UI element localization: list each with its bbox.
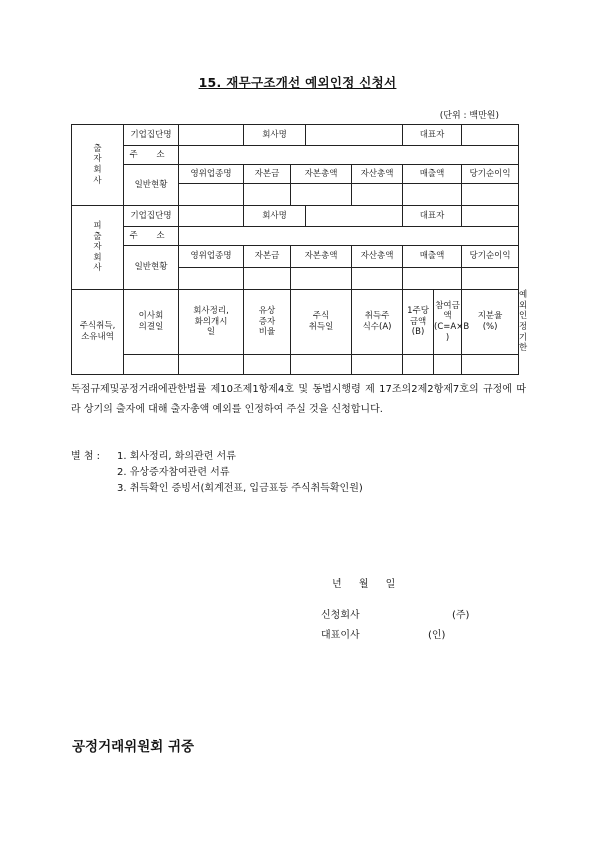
investee-address-field[interactable] — [179, 227, 519, 246]
ceo-seal-mark: (인) — [428, 630, 446, 641]
investor-status-col-capital: 자본금 — [244, 165, 291, 184]
investor-company-name-field[interactable] — [306, 125, 403, 146]
investee-status-col-total-assets: 자산총액 — [352, 246, 403, 268]
acq-col-reorganization-date: 회사정리, 화의개시 일 — [179, 290, 244, 355]
investor-sales-field[interactable] — [403, 184, 462, 206]
acq-board-resolution-date-field[interactable] — [124, 354, 179, 374]
recipient: 공정거래위원회 귀중 — [72, 739, 195, 755]
unit-note: (단위 : 백만원) — [439, 111, 499, 121]
investee-group-name-field[interactable] — [179, 206, 244, 227]
attachments-list — [71, 449, 363, 497]
attachment-item: 1. 회사정리, 화의관련 서류 — [117, 451, 236, 462]
investee-address-label: 주 소 — [124, 227, 179, 246]
acq-reorganization-date-field[interactable] — [179, 354, 244, 374]
investee-net-income-field[interactable] — [462, 268, 519, 290]
investee-company-name-label: 회사명 — [244, 206, 306, 227]
investor-address-field[interactable] — [179, 146, 519, 165]
investor-status-col-industry: 영위업종명 — [179, 165, 244, 184]
investee-section-label: 피 출 자 회 사 — [72, 206, 124, 290]
attachment-item: 3. 취득확인 증빙서(회계전표, 입금표등 주식취득확인원) — [117, 483, 363, 494]
investee-ceo-field[interactable] — [462, 206, 519, 227]
investee-total-assets-field[interactable] — [352, 268, 403, 290]
date-line: 년 월 일 — [332, 579, 396, 590]
investee-status-col-total-equity: 자본총액 — [291, 246, 352, 268]
applicant-block — [321, 606, 470, 646]
investee-status-col-sales: 매출액 — [403, 246, 462, 268]
acq-col-board-resolution-date: 이사회 의결일 — [124, 290, 179, 355]
investor-total-assets-field[interactable] — [352, 184, 403, 206]
investee-status-col-net-income: 당기순이익 — [462, 246, 519, 268]
document-title: 15. 재무구조개선 예외인정 신청서 — [198, 75, 397, 90]
investor-group-name-field[interactable] — [179, 125, 244, 146]
investor-status-col-total-equity: 자본총액 — [291, 165, 352, 184]
application-statement: 독점규제및공정거래에관한법률 제10조제1항제4호 및 동법시행령 제 17조의2제2항제7호의 규정에 따라 상기의 출자에 대해 출자총액 예외를 인정하여 주실 것을 신청합니다. — [71, 384, 526, 415]
acq-col-shares-acquired: 취득주 식수(A) — [352, 290, 403, 355]
investor-status-label: 일반현황 — [124, 165, 179, 206]
investee-capital-field[interactable] — [244, 268, 291, 290]
acq-acquisition-date-field[interactable] — [291, 354, 352, 374]
acq-equity-ratio-field[interactable] — [462, 354, 519, 374]
acq-rights-issue-ratio-field[interactable] — [244, 354, 291, 374]
investor-net-income-field[interactable] — [462, 184, 519, 206]
acq-col-equity-ratio: 지분율 (%) — [462, 290, 519, 355]
investor-total-equity-field[interactable] — [291, 184, 352, 206]
investee-group-name-label: 기업집단명 — [124, 206, 179, 227]
investor-status-col-sales: 매출액 — [403, 165, 462, 184]
investor-industry-field[interactable] — [179, 184, 244, 206]
investee-status-label: 일반현황 — [124, 246, 179, 290]
acq-col-rights-issue-ratio: 유상 증자 비율 — [244, 290, 291, 355]
acq-price-per-share-field[interactable] — [403, 354, 434, 374]
acq-shares-acquired-field[interactable] — [352, 354, 403, 374]
investor-capital-field[interactable] — [244, 184, 291, 206]
investor-status-col-net-income: 당기순이익 — [462, 165, 519, 184]
applicant-company-label: 신청회사 — [321, 610, 360, 621]
investee-status-col-industry: 영위업종명 — [179, 246, 244, 268]
investee-ceo-label: 대표자 — [403, 206, 462, 227]
investor-company-name-label: 회사명 — [244, 125, 306, 146]
company-seal-mark: (주) — [452, 610, 470, 621]
acq-col-acquisition-date: 주식 취득일 — [291, 290, 352, 355]
acquisition-section-label: 주식취득, 소유내역 — [72, 290, 124, 375]
attachments-label: 별 첨 : — [71, 451, 101, 462]
applicant-ceo-label: 대표이사 — [321, 630, 360, 641]
investee-status-col-capital: 자본금 — [244, 246, 291, 268]
investor-ceo-field[interactable] — [462, 125, 519, 146]
investee-sales-field[interactable] — [403, 268, 462, 290]
acq-col-price-per-share: 1주당 금액 (B) — [403, 290, 434, 355]
investee-industry-field[interactable] — [179, 268, 244, 290]
investor-address-label: 주 소 — [124, 146, 179, 165]
investee-total-equity-field[interactable] — [291, 268, 352, 290]
acq-col-participation-amount: 참여금액 (C=A×B ) — [434, 290, 462, 355]
acq-participation-amount-field[interactable] — [434, 354, 462, 374]
investor-status-col-total-assets: 자산총액 — [352, 165, 403, 184]
investor-section-label: 출 자 회 사 — [72, 125, 124, 206]
investor-group-name-label: 기업집단명 — [124, 125, 179, 146]
investor-ceo-label: 대표자 — [403, 125, 462, 146]
investee-company-name-field[interactable] — [306, 206, 403, 227]
attachment-item: 2. 유상증자참여관련 서류 — [117, 467, 230, 478]
application-form-table: 출 자 회 사 기업집단명 회사명 대표자 주 소 일반현황 영위업종명 자본금 자본총액 자산총액 매출액 당기순이익 피 출 자 회 사 기업집단명 회사명 대표자 주 소 일반현황 영위업종명 자본금 자본총액 자산총액 매출액 당기순이익 주식취득, 소유내역 이사회 의결일 회사정리, 화의개시 일 유상 증자 비율 주식 취득일 취득주 식수(A) 1주당 금액 (B) 참여금액 (C=A×B ) 지분율 (%) 예외 인정 기한 — [71, 124, 519, 375]
